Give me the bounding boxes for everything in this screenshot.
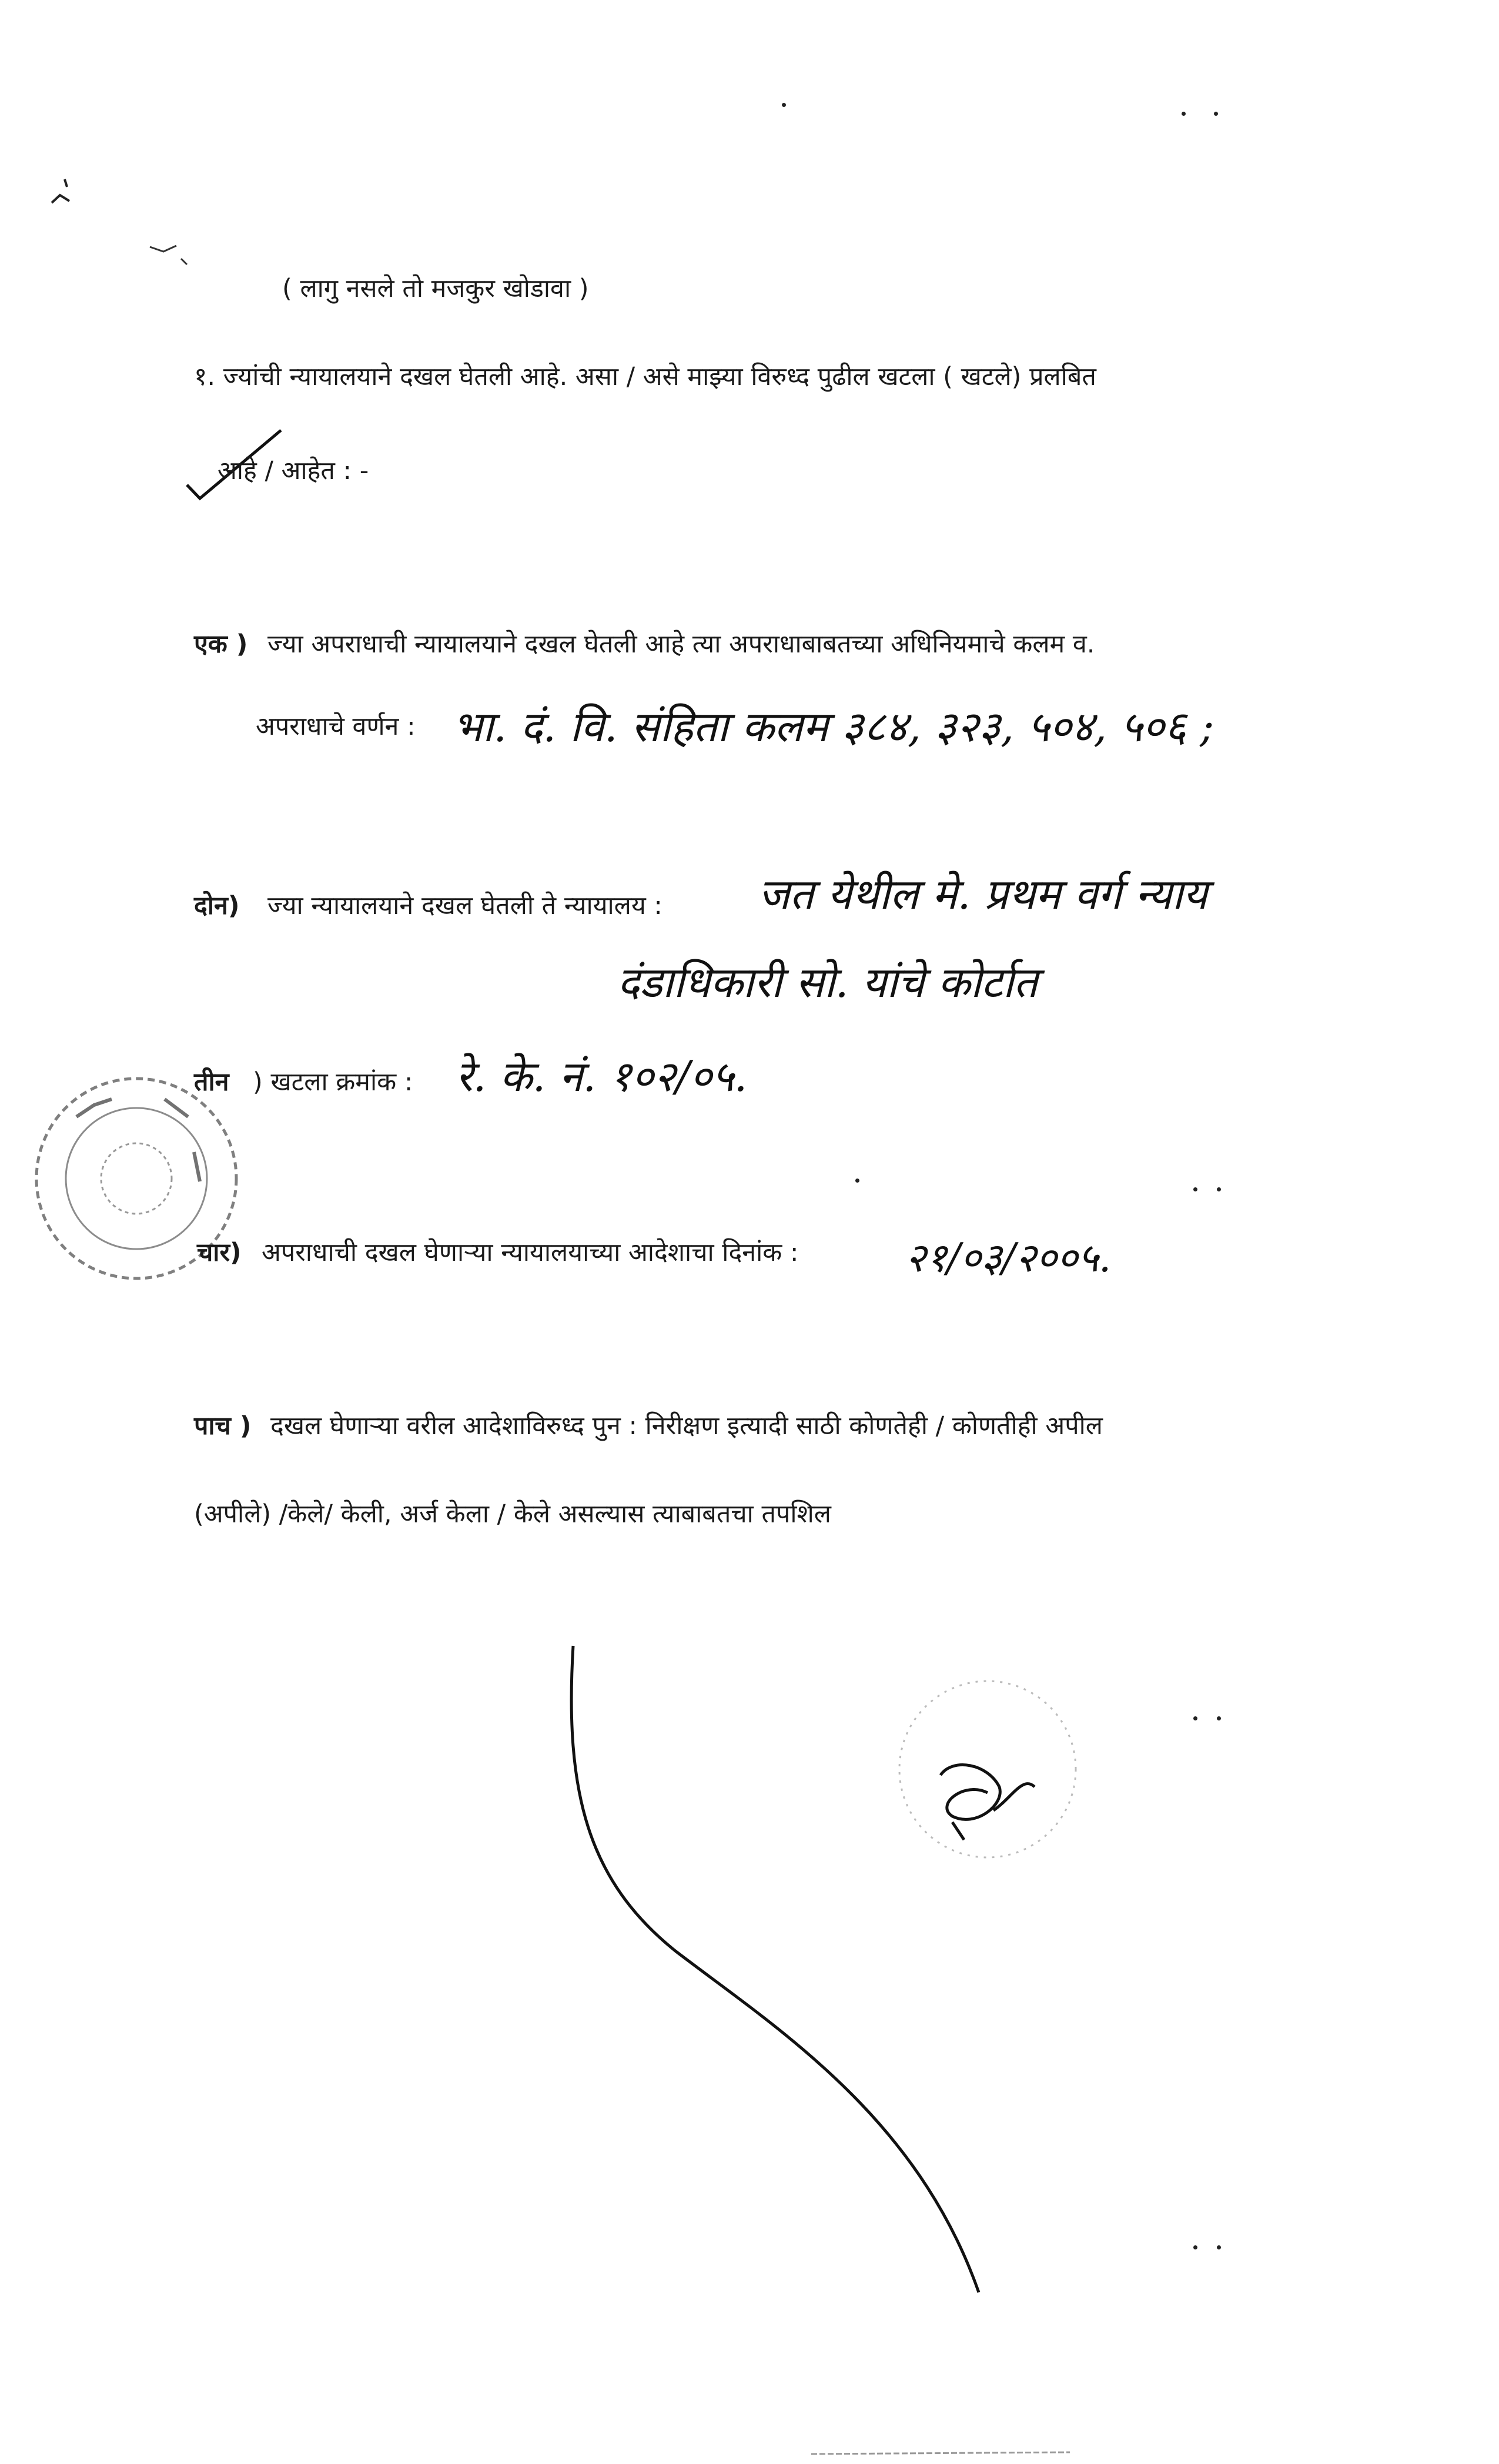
curve-line (571, 1646, 979, 2292)
char-prefix: चार) (197, 1238, 242, 1267)
item1-line2: आहे / आहेत : - (218, 456, 369, 486)
teen-text: ) खटला क्रमांक : (253, 1067, 413, 1097)
don-text: ज्या न्यायालयाने दखल घेतली ते न्यायालय : (267, 891, 662, 920)
ek-desc-value: भा. दं. वि. संहिता कलम ३८४, ३२३, ५०४, ५०६ ; (453, 702, 1214, 751)
stray-dot (1182, 112, 1186, 116)
don-value-line2: दंडाधिकारी सो. यांचे कोर्टात (617, 958, 1038, 1007)
margin-mark (150, 246, 187, 265)
char-text: अपराधाची दखल घेणाऱ्या न्यायालयाच्या आदेशाचा दिनांक : (262, 1238, 799, 1267)
faint-stamp (899, 1681, 1076, 1857)
item1-line1: १. ज्यांची न्यायालयाने दखल घेतली आहे. असा / असे माझ्या विरुध्द पुढील खटला ( खटले) प्रलबित (194, 362, 1096, 391)
ek-prefix: एक ) (194, 630, 248, 659)
pach-line1: दखल घेणाऱ्या वरील आदेशाविरुध्द पुन : निरीक्षण इत्यादी साठी कोणतेही / कोणतीही अपील (270, 1411, 1103, 1441)
pach-prefix: पाच ) (194, 1411, 252, 1441)
ek-desc-label: अपराधाचे वर्णन : (256, 712, 416, 741)
signature (941, 1765, 1035, 1840)
stray-dot (1193, 2245, 1197, 2249)
don-value-line1: जत येथील मे. प्रथम वर्ग न्याय (758, 869, 1208, 919)
margin-mark (52, 179, 69, 203)
instruction-text: ( लागु नसले तो मजकुर खोडावा ) (282, 274, 589, 303)
bottom-rule (811, 2452, 1070, 2454)
stray-dot (1217, 1716, 1221, 1720)
char-value: २१/०३/२००५. (905, 1235, 1112, 1281)
stray-dot (855, 1179, 859, 1183)
pach-line2: (अपीले) /केले/ केली, अर्ज केला / केले असल्यास त्याबाबतचा तपशिल (194, 1499, 831, 1529)
don-prefix: दोन) (194, 891, 240, 920)
ek-text: ज्या अपराधाची न्यायालयाने दखल घेतली आहे त्या अपराधाबाबतच्या अधिनियमाचे कलम व. (267, 630, 1095, 659)
stray-dot (1193, 1187, 1197, 1191)
stray-dot (782, 103, 786, 107)
stray-dot (1193, 1716, 1197, 1720)
stray-dot (1217, 2245, 1221, 2249)
stray-dot (1217, 1187, 1221, 1191)
teen-prefix: तीन (194, 1067, 229, 1097)
stray-dot (1214, 112, 1218, 116)
teen-value: रे. के. नं. १०२/०५. (456, 1052, 748, 1101)
